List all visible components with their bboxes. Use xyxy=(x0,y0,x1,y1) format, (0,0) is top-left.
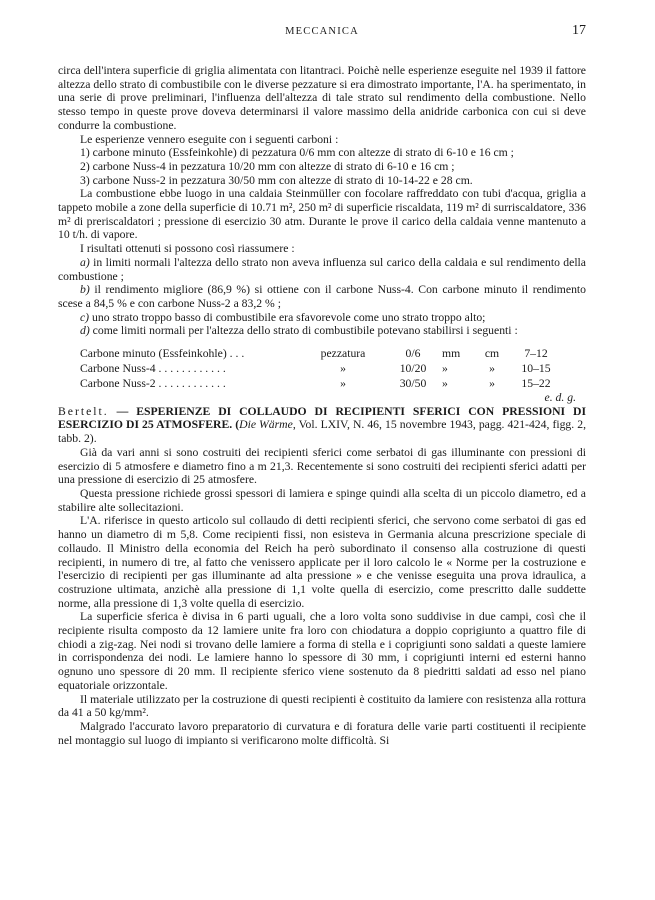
paragraph: La superficie sferica è divisa in 6 parti uguali, che a loro volta sono suddivise in due campi, così che il recipiente risulta composto da 12 lamiere unite fra loro con chiodatura a doppio coprigiunto a quattro file di chiodi a zig-zag. Nei nodi si trovano delle lamiere a forma di stella e i coprigiunti sono saldati a queste lamiere in corrispondenza dei nodi. Le lamiere hanno lo spessore di 30 mm, i coprigiunti interni ed esterni hanno ognuno uno spessore di 20 mm. Il recipiente sferico viene sostenuto da 8 piedritti saldati ad esso nel piano equatoriale orizzontale. xyxy=(58,610,586,692)
result-label: a) xyxy=(80,255,90,269)
result-c xyxy=(58,311,586,325)
table-cell: » xyxy=(489,362,495,376)
table-cell: » xyxy=(489,377,495,391)
result-text: uno strato troppo basso di combustibile era sfavorevole come uno strato troppo alto; xyxy=(89,310,486,324)
article-heading xyxy=(58,405,586,446)
page-header xyxy=(58,22,586,44)
reviewer-initials: e. d. g. xyxy=(544,391,576,405)
combustion-paragraph: La combustione ebbe luogo in una caldaia Steinmüller con focolare raffreddato con tubi d'acqua, griglia a tappeto mobile a zone della superficie di 10.71 m², 250 m² di superficie riscaldata, 119 m² di surriscaldatore, 336 m² di preriscaldatori ; pressione di esercizio 30 atm. Durante le prove il carico della caldaia venne mantenuto a 10 t/h. di vapore. xyxy=(58,187,586,242)
table-cell: 30/50 xyxy=(399,377,427,391)
coal-layer-table xyxy=(58,346,566,391)
citation-details: , Vol. LXIV, N. 46, 15 novembre 1943, pagg. 421-424, figg. 2, tabb. 2). xyxy=(58,418,587,446)
table-cell: Carbone Nuss-2 . . . . . . . . . . . . xyxy=(80,377,226,391)
result-label: c) xyxy=(80,310,90,324)
table-cell: 7–12 xyxy=(524,347,548,361)
paragraph: Questa pressione richiede grossi spessori di lamiera e spinge quindi alla scelta di un piccolo diametro, ed a stabilire alte sollecitazioni. xyxy=(58,486,586,514)
table-row xyxy=(58,361,566,376)
paragraph: Già da vari anni si sono costruiti dei recipienti sferici come serbatoi di gas illuminante con pressioni di esercizio di 5 atmosfere e diametro fino a m 21,3. Recentemente si sono costruiti dei recipienti sferici adatti per una pressione di esercizio di 25 atmosfere. xyxy=(58,445,586,487)
table-cell: 15–22 xyxy=(521,377,551,391)
table-cell: cm xyxy=(484,347,500,361)
article-title: — ESPERIENZE DI COLLAUDO DI RECIPIENTI SFERICI CON PRESSIONI DI ESERCIZIO DI 25 ATMOSFERE. ( xyxy=(58,404,586,432)
running-title: MECCANICA xyxy=(285,26,359,37)
result-d xyxy=(58,324,586,338)
table-cell: pezzatura xyxy=(320,347,366,361)
paragraph-continuation: circa dell'intera superficie di griglia alimentata con litantraci. Poichè nelle esperienze eseguite nel 1939 il fattore altezza dello strato di combustibile con le diverse pezzature si era dimostrato importante, l'A. ha sperimentato, in una serie di prove preliminari, l'influenza dell'altezza di tale strato sul rendimento della combustione. Nello stesso tempo in queste prove doveva determinarsi il valore massimo della anidride carbonica con cui si deve condurre la combustione. xyxy=(58,64,586,132)
table-cell: 10/20 xyxy=(399,362,427,376)
table-cell: Carbone Nuss-4 . . . . . . . . . . . . xyxy=(80,362,226,376)
table-cell: » xyxy=(442,377,448,391)
result-b xyxy=(58,283,586,310)
journal-name: Die Wärme xyxy=(239,418,293,432)
table-cell: 10–15 xyxy=(521,362,551,376)
table-cell: mm xyxy=(442,347,461,361)
page-number: 17 xyxy=(572,23,586,38)
results-intro: I risultati ottenuti si possono così riassumere : xyxy=(80,242,295,256)
result-text: come limiti normali per l'altezza dello strato di combustibile potevano stabilirsi i seguenti : xyxy=(89,324,518,338)
table-row xyxy=(58,346,566,361)
result-text: in limiti normali l'altezza dello strato non aveva influenza sul carico della caldaia e sul rendimento della combustione ; xyxy=(58,255,586,283)
coal-item-2: 2) carbone Nuss-4 in pezzatura 10/20 mm con altezze di strato di 6-10 e 16 cm ; xyxy=(80,159,455,173)
body-text xyxy=(58,64,586,747)
result-label: d) xyxy=(80,324,90,338)
coal-list-intro: Le esperienze vennero eseguite con i seguenti carboni : xyxy=(80,132,339,146)
table-row xyxy=(58,376,566,391)
table-cell: 0/6 xyxy=(405,347,421,361)
table-cell: Carbone minuto (Essfeinkohle) . . . xyxy=(80,347,245,361)
result-label: b) xyxy=(80,283,90,297)
table-cell: » xyxy=(442,362,448,376)
paragraph: L'A. riferisce in questo articolo sul collaudo di detti recipienti sferici, che servono come serbatoi di gas ed hanno un diametro di m 5,8. Come recipienti fissi, non esisteva in Germania alcuna prescrizione speciale di collaudo. Il Ministro della economia del Reich ha però subordinato il consenso alla costruzione di questi recipienti, in numero di tre, al fatto che venissero applicate per il loro calcolo le « Norme per la costruzione e l'esercizio di recipienti per gas illuminante ad alta pressione » e che venisse eseguita una prova idraulica, a costruzione ultimata, anzichè alla pressione di 1,1 volte quella di esercizio, come prescritto dalle suddette norme, alla pressione di 1,3 volte quella di esercizio. xyxy=(58,514,586,610)
table-cell: » xyxy=(340,377,346,391)
paragraph: Malgrado l'accurato lavoro preparatorio di curvatura e di foratura delle varie parti costituenti il recipiente nel montaggio sul luogo di impianto si verificarono molte difficoltà. Si xyxy=(58,719,586,747)
paragraph: Il materiale utilizzato per la costruzione di questi recipienti è costituito da lamiere con resistenza alla rottura da 41 a 50 kg/mm². xyxy=(58,692,586,720)
result-a xyxy=(58,256,586,283)
table-cell: » xyxy=(340,362,346,376)
result-text: il rendimento migliore (86,9 %) si ottiene con il carbone Nuss-4. Con carbone minuto il rendimento scese a 84,5 % e con carbone Nuss-2 a 83,2 % ; xyxy=(58,283,586,310)
article-author: Bertelt. xyxy=(58,404,109,418)
coal-item-1: 1) carbone minuto (Essfeinkohle) di pezzatura 0/6 mm con altezze di strato di 6-10 e 16 cm ; xyxy=(80,146,514,160)
coal-item-3: 3) carbone Nuss-2 in pezzatura 30/50 mm con altezze di strato di 10-14-22 e 28 cm. xyxy=(80,173,473,187)
